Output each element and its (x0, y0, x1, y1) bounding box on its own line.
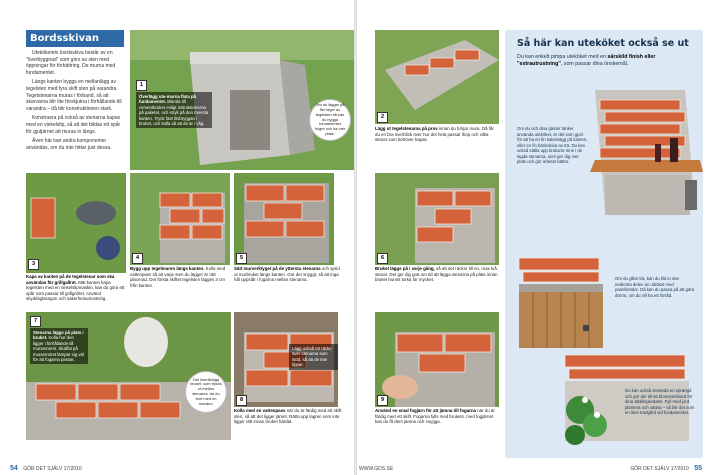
step-caption (234, 266, 344, 283)
step-caption-text: Kolla hur den ligger i förhållande till murarsnöret. Skaffat på murarsnöret lämpar sig väl för att fogarna passar. (33, 335, 84, 363)
panel-title: Så här kan uteköket också se ut (517, 38, 689, 49)
step-number: 8 (236, 395, 247, 406)
panel-caption: Du kan också använda en sprängd och gör det till ett blomstersbord för dina älsklingsväxter. Fyll med jord, plantera och vattna – så blir det som en liten trädgård vid fundamentet. (625, 388, 695, 415)
intro-paragraph: Även här kan andra komponenter användas, om du inte hittar just dessa. (26, 138, 112, 151)
step-caption-title: Överlägg ute-murna flata på fundamentet. (139, 94, 197, 105)
panel-caption: Om du gillar trä, kan du klä in den nedersta delen av utköket med panelbrädor. Då kan du passa på att göra dörrar, om du vill ha ett förråd. (615, 276, 695, 298)
intro-paragraph: Konstruera på också av stenarna kapas med en vinkelslip, så att det bildas ett spår för gjutjärnet att muras in längs. (26, 115, 121, 135)
step-caption-title: Bygg upp tegelmuren längs kanten. (130, 266, 205, 271)
step-caption (375, 126, 499, 143)
step-photo-5 (234, 173, 334, 265)
step-number: 1 (136, 80, 147, 91)
step-photo-8 (234, 312, 338, 407)
left-footer (10, 465, 82, 472)
step-caption (375, 408, 499, 425)
step-number: 9 (377, 395, 388, 406)
step-caption-text: och sprid ut murbruket längs kanten. Gör det snyggt, så att inga hål uppstår i fogarna mellan stenarna. (234, 266, 340, 283)
step-caption-title: Använd en smal fogjärn för att jämna till fogarna (375, 408, 476, 413)
step-number: 2 (377, 112, 388, 123)
step-number: 5 (236, 253, 247, 264)
step-caption-title: Lägg ut tegelstenarna på prov (375, 126, 438, 131)
step-number: 4 (132, 253, 143, 264)
step-caption-title: Bruket läggs på i varje gång, (375, 266, 435, 271)
step-caption-text: Kolla med vattenpass så att varje sten du lägger är rätt placerad. Det första skiftet tegelsten lägges 3 cm från kanten. (130, 266, 226, 288)
section-title: Bordsskivan (26, 30, 124, 47)
panel-subtitle-bold: särskild finish eller "extrautrustning" (517, 54, 656, 67)
left-page (0, 0, 354, 475)
panel-caption: Om du och dina gäster tänker använda uteköket, är det som gjort för att ha en fin kakelvägg på kanten, eller en fin bänkskiva av trä. Du kan också ställa upp bruksrör inne i de lagda stenarna, som ger dig mer plats och gör arbetet bättre. (517, 126, 588, 164)
sidebar-panel (505, 30, 703, 458)
footer-text: GÖR DET SJÄLV 17/2010 (23, 466, 82, 472)
panel-subtitle-start: Du kan enkelt pimpa uteköket med en (517, 54, 606, 60)
step-caption-text: när du är färdig med ett skift sten, så att det ligger jämnt. Rätta upp lagren som inte ligger rätt innan bruket härdat. (234, 408, 342, 425)
panel-subtitle-end: , som passar dina önskemål. (560, 60, 629, 67)
step-caption (26, 274, 126, 302)
step-photo-4 (130, 173, 230, 265)
step-caption-text: innan du börjar mura. Då får du en bra överblick över hur det hela passar ihop och vilka stenar som behöver kapas. (375, 126, 494, 143)
step-photo-3 (26, 173, 126, 273)
footer-text: GÖR DET SJÄLV 17/2010 (630, 466, 689, 472)
step-caption (30, 328, 88, 364)
step-photo-9 (375, 312, 499, 407)
intro-paragraph: Längs kanten byggs en mellanlägg av tegelsten med fyra skift sten på varandra. Tegelstenarna muras i förband, så att skarvarna blir lite förskjutna i förhållande till varandra – då blir konstruktionen stark. (26, 79, 122, 112)
step-photo-7 (26, 312, 231, 440)
step-number: 7 (30, 316, 41, 327)
intro-text (26, 50, 126, 154)
right-footer (630, 465, 702, 472)
step-caption-text: Mät kanten kapa tegelsten med en vinkelslipmaskin, kan du göra ett spår som passar till grillgallret. Använd skyddsglasögon och sakerhetsutrustning. (26, 279, 125, 302)
step-caption-title: Kolla med en vattenpass (234, 408, 286, 413)
right-footer-url: WWW.GDS.SE (359, 466, 394, 472)
step-caption-title: Sätt murverktyget på de yttersta stenarna (234, 266, 321, 271)
step-photo-1 (130, 30, 354, 170)
step-photo-2 (375, 30, 499, 124)
step-caption-text: så att det räcker till en, max två stenar. Det ger dig gott om tid att lägga stenarna på plats innan bruket hunnit torka för mycket. (375, 266, 498, 283)
right-page (357, 0, 710, 475)
tip-bubble: Om du lägger på fler lager av tegelsten så kan du bygga fundamentet högre och ha mer plats. (310, 100, 350, 140)
step-number: 3 (28, 259, 39, 270)
step-photo-6 (375, 173, 499, 265)
step-caption (130, 266, 230, 288)
step-caption-text: Blanda till cementbruket enligt instruktionerna på paketet, och stryk på den översta kanten. Tryck fast lövbryggan i bruket, och kolla så att de är i våg. (139, 99, 209, 127)
step-caption (136, 92, 212, 128)
intro-paragraph: Uteköketets bordsskiva består av en "överbyggnad" som görs av sten med öppningar för förbättring. De murna med fundamentet. (26, 50, 116, 76)
step-caption-title: Kapa av kanten på de tegelstenar som ska användas för grillgallret. (26, 274, 115, 285)
step-caption-text: när du är färdig med ett skift. Fogarna fylls med brukets, med fogjärnet kan du få dem jämna och snygga. (375, 408, 495, 425)
page-number: 54 (10, 465, 18, 472)
step-caption-title: Stenarna läggs på plats i bruket. (33, 330, 84, 341)
tip-caption: Lägg också ett räcke över stenarna som stöd, så att de inte tippar. (289, 344, 338, 370)
step-number: 6 (377, 253, 388, 264)
page-number: 55 (694, 465, 702, 472)
step-caption (234, 408, 344, 425)
step-caption (375, 266, 499, 283)
tip-bubble: Det överflödiga bruket, som trycks ut mellan stenarna, tar du bort med en murslev. (186, 372, 226, 412)
